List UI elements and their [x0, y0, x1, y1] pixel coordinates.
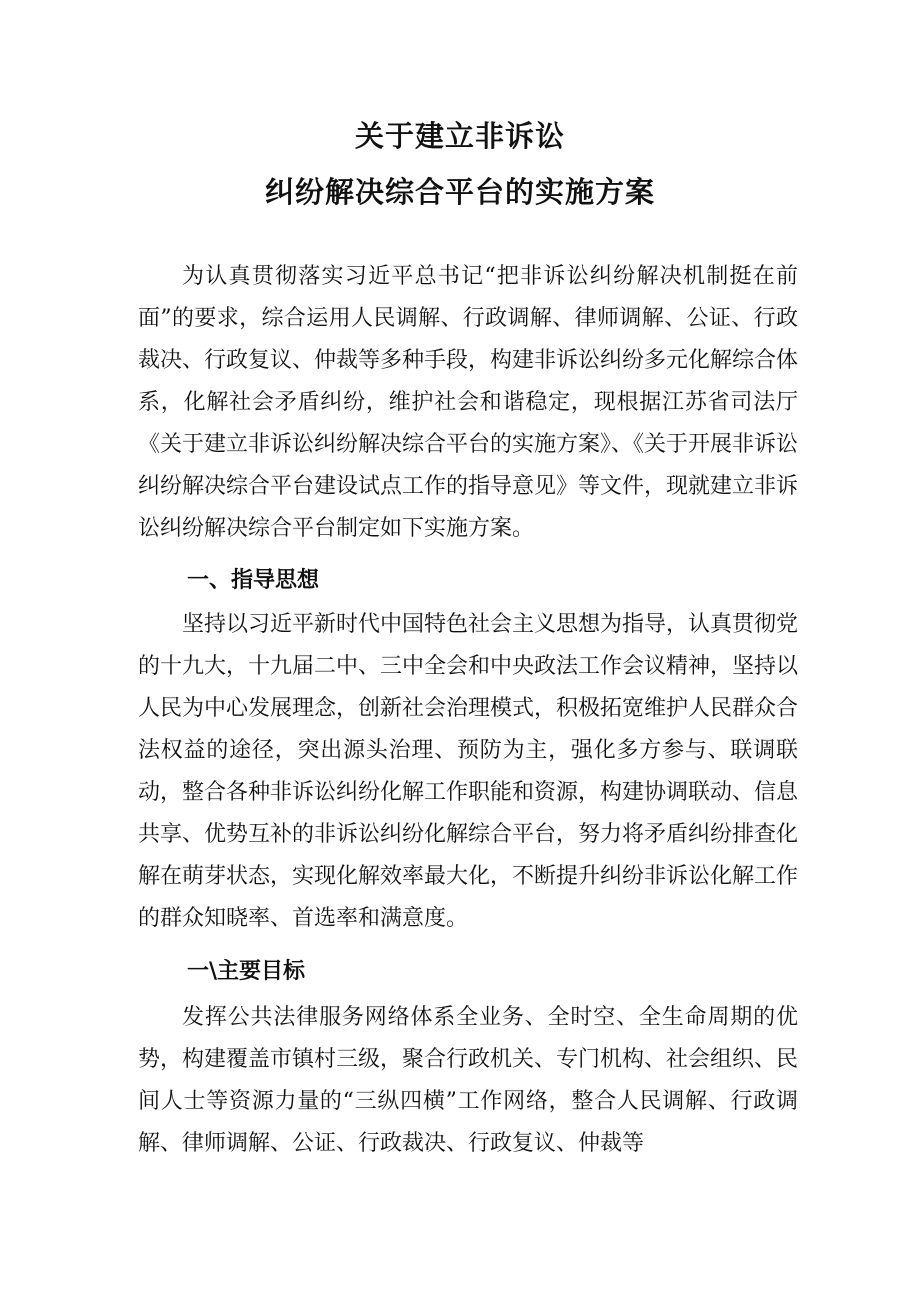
document-title-line2: 纠纷解决综合平台的实施方案	[264, 175, 655, 209]
section-heading-guiding-ideology: 一、指导思想	[187, 568, 320, 593]
section-paragraph-guiding-ideology: 坚持以习近平新时代中国特色社会主义思想为指导，认真贯彻党的十九大，十九届二中、三中全会和中央政法工作会议精神，坚持以人民为中心发展理念，创新社会治理模式，积极拓宽维护人民群众合法权益的途径，突出源头治理、预防为主，强化多方参与、联调联动，整合各种非诉讼纠纷化解工作职能和资源，构建协调联动、信息共享、优势互补的非诉讼纠纷化解综合平台，努力将矛盾纠纷排查化解在萌芽状态，实现化解效率最大化，不断提升纠纷非诉讼化解工作的群众知晓率、首选率和满意度。	[138, 612, 799, 931]
intro-paragraph: 为认真贯彻落实习近平总书记“把非诉讼纠纷解决机制挺在前面”的要求，综合运用人民调解、行政调解、律师调解、公证、行政裁决、行政复议、仲裁等多种手段，构建非诉讼纠纷多元化解综合体系，化解社会矛盾纠纷，维护社会和谐稳定，现根据江苏省司法厅《关于建立非诉讼纠纷解决综合平台的实施方案》、《关于开展非诉讼纠纷解决综合平台建设试点工作的指导意见》等文件，现就建立非诉讼纠纷解决综合平台制定如下实施方案。	[138, 264, 799, 541]
section-paragraph-main-goals: 发挥公共法律服务网络体系全业务、全时空、全生命周期的优势，构建覆盖市镇村三级，聚合行政机关、专门机构、社会组织、民间人士等资源力量的“三纵四横”工作网络，整合人民调解、行政调解、律师调解、公证、行政裁决、行政复议、仲裁等	[138, 1005, 799, 1156]
section-heading-main-goals: 一\主要目标	[187, 959, 306, 984]
document-title-line1: 关于建立非诉讼	[354, 119, 565, 153]
